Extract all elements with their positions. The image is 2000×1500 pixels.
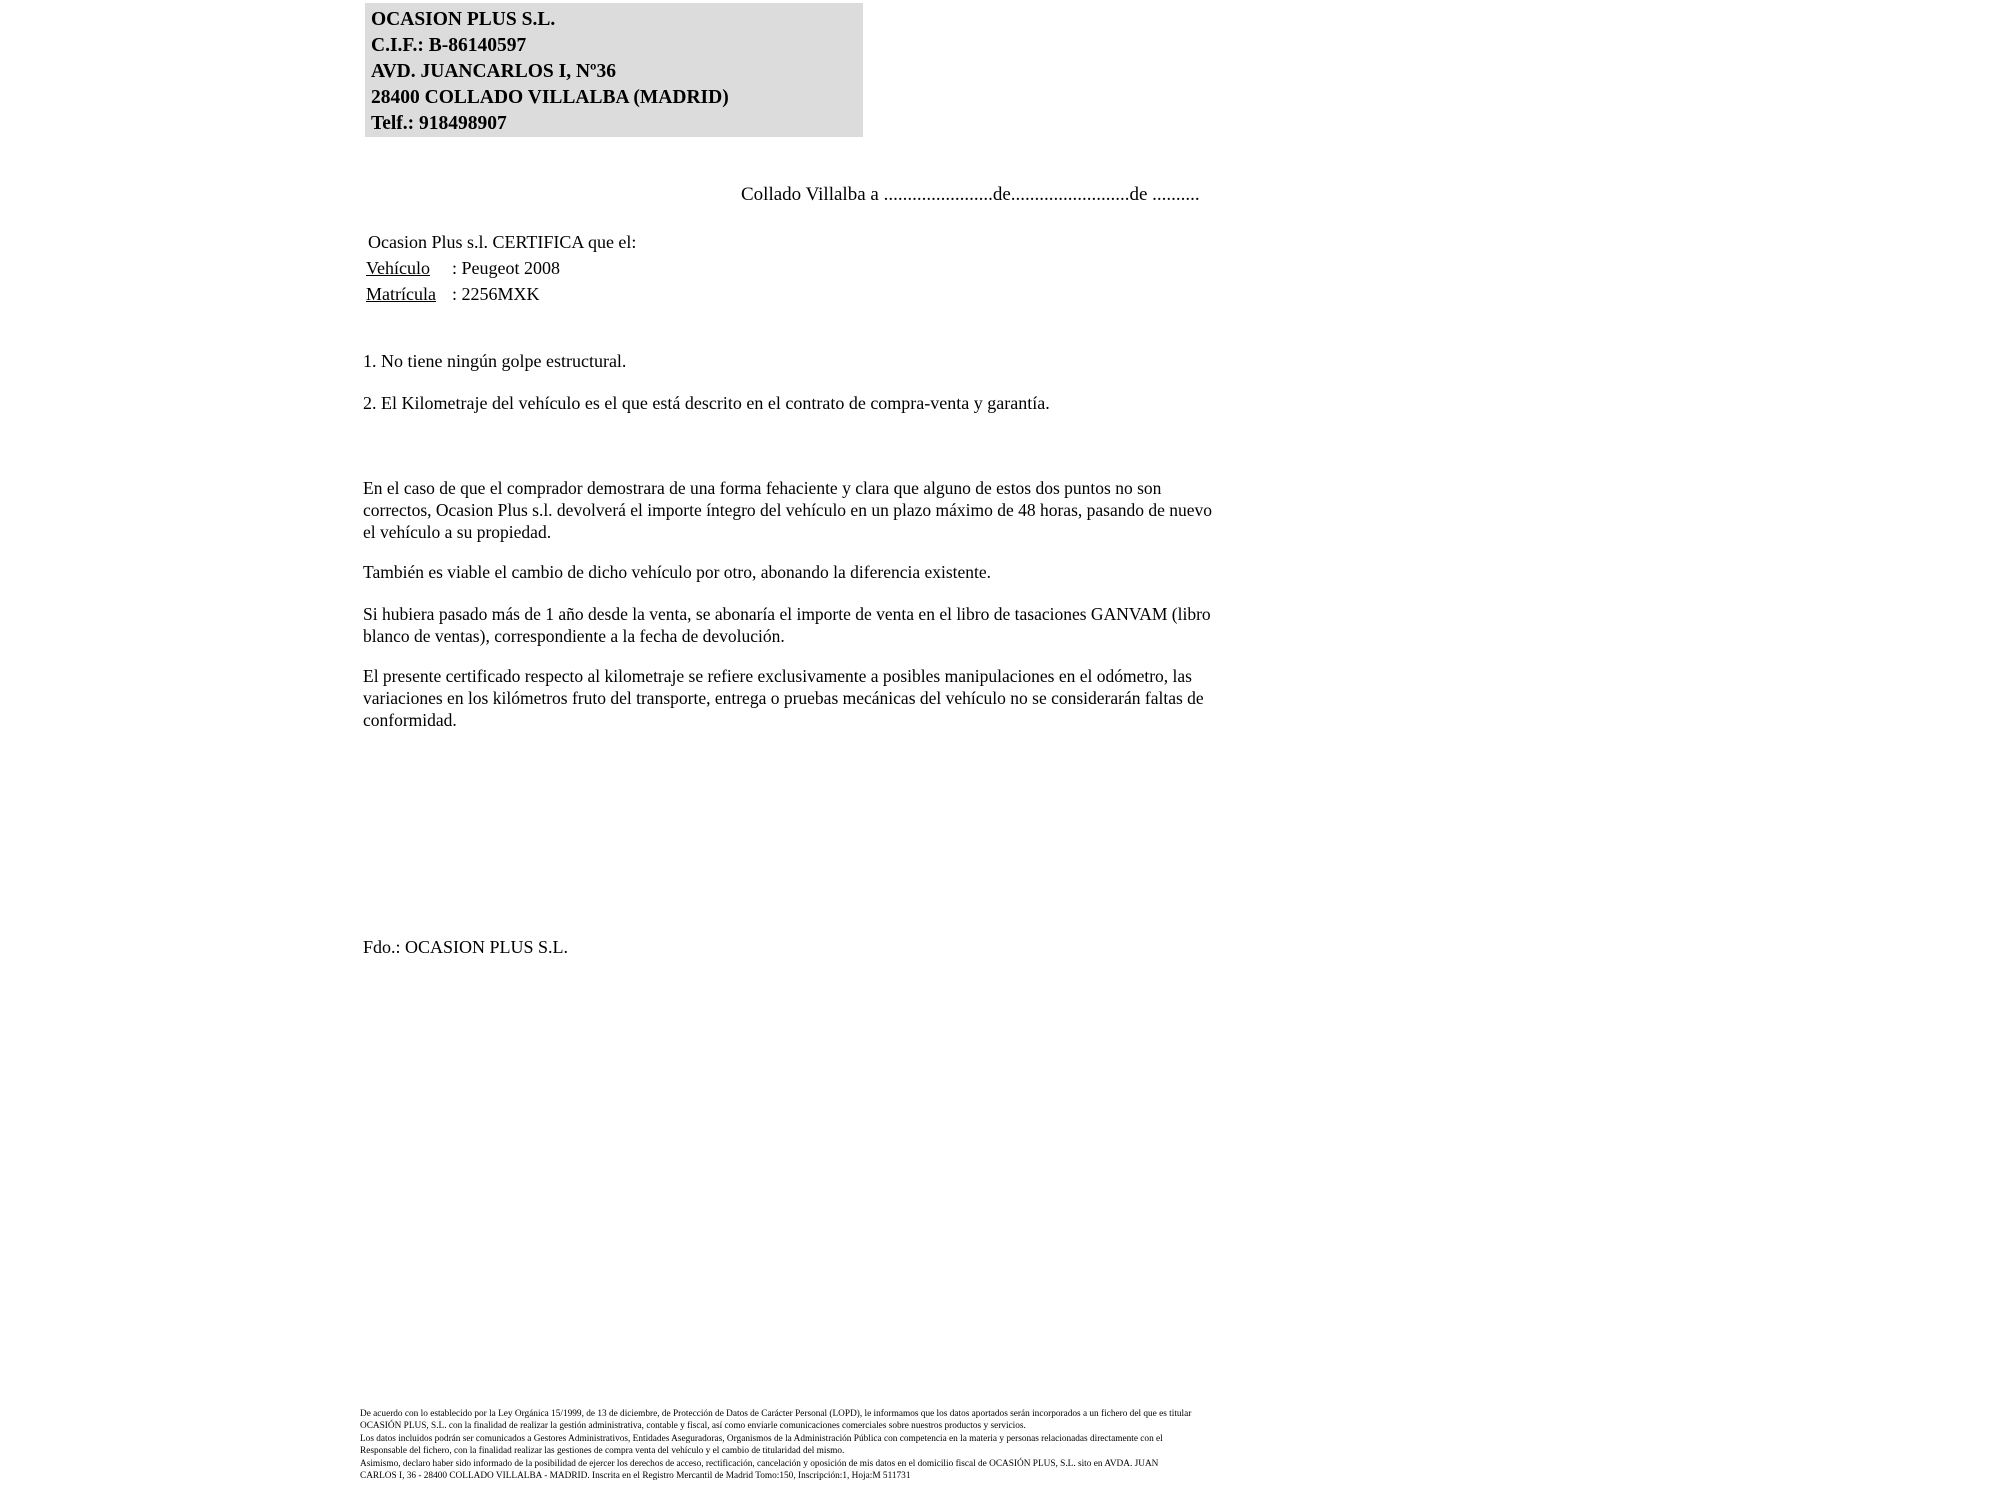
certify-intro: Ocasion Plus s.l. CERTIFICA que el: xyxy=(368,232,637,252)
vehicle-label-wrap xyxy=(366,258,452,279)
company-address: AVD. JUANCARLOS I, Nº36 xyxy=(371,61,616,82)
plate-value: : 2256MXK xyxy=(452,284,540,304)
signature-line: Fdo.: OCASION PLUS S.L. xyxy=(363,937,569,957)
company-letterhead-box xyxy=(365,3,863,137)
legal-footer-line: Responsable del fichero, con la finalidad realizar las gestiones de compra venta del vehículo y el cambio de titularidad del mismo. xyxy=(360,1446,845,1457)
company-cif: C.I.F.: B-86140597 xyxy=(371,35,527,56)
paragraph-refund-guarantee: En el caso de que el comprador demostrara de una forma fehaciente y clara que alguno de estos dos puntos no son correctos, Ocasion Plus s.l. devolverá el importe íntegro del vehículo en un plazo máximo de 48 horas, pasando de nuevo el vehículo a su propiedad. xyxy=(363,478,1213,542)
plate-label-wrap xyxy=(366,284,452,305)
paragraph-ganvam-valuation: Si hubiera pasado más de 1 año desde la venta, se abonaría el importe de venta en el libro de tasaciones GANVAM (libro blanco de ventas), correspondiente a la fecha de devolución. xyxy=(363,604,1211,646)
plate-row xyxy=(366,284,540,305)
paragraph-odometer-disclaimer: El presente certificado respecto al kilometraje se refiere exclusivamente a posibles manipulaciones en el odómetro, las variaciones en los kilómetros fruto del transporte, entrega o pruebas mecánicas del vehículo no se considerarán faltas de conformidad. xyxy=(363,666,1204,730)
date-line: Collado Villalba a .......................de.........................de .......... xyxy=(741,184,1200,205)
vehicle-label: Vehículo xyxy=(366,258,430,278)
company-city: 28400 COLLADO VILLALBA (MADRID) xyxy=(371,87,729,108)
company-name: OCASION PLUS S.L. xyxy=(371,9,556,30)
certified-point-2: 2. El Kilometraje del vehículo es el que está descrito en el contrato de compra-venta y garantía. xyxy=(363,393,1050,413)
certified-point-1: 1. No tiene ningún golpe estructural. xyxy=(363,351,627,371)
legal-footer xyxy=(360,1408,1620,1482)
legal-footer-line: Asimismo, declaro haber sido informado de la posibilidad de ejercer los derechos de acceso, rectificación, cancelación y oposición de mis datos en el domicilio fiscal de OCASIÓN PLUS, S.L. sito en AVDA. JUAN xyxy=(360,1458,1159,1469)
company-phone: Telf.: 918498907 xyxy=(371,113,507,134)
legal-footer-line: OCASIÓN PLUS, S.L. con la finalidad de realizar la gestión administrativa, contable y fiscal, así como enviarle comunicaciones comerciales sobre nuestros productos y servicios. xyxy=(360,1421,1026,1432)
plate-label: Matrícula xyxy=(366,284,436,304)
vehicle-value: : Peugeot 2008 xyxy=(452,258,560,278)
legal-footer-line: Los datos incluidos podrán ser comunicados a Gestores Administrativos, Entidades Aseguradoras, Organismos de la Administración Pública con competencia en la materia y personas relacionadas directamente con el xyxy=(360,1433,1163,1444)
vehicle-row xyxy=(366,258,560,279)
paragraph-vehicle-exchange: También es viable el cambio de dicho vehículo por otro, abonando la diferencia existente. xyxy=(363,562,992,582)
legal-footer-line: CARLOS I, 36 - 28400 COLLADO VILLALBA - MADRID. Inscrita en el Registro Mercantil de Madrid Tomo:150, Inscripción:1, Hoja:M 511731 xyxy=(360,1471,911,1482)
legal-footer-line: De acuerdo con lo establecido por la Ley Orgánica 15/1999, de 13 de diciembre, de Protección de Datos de Carácter Personal (LOPD), le informamos que los datos aportados serán incorporados a un fichero del que es titular xyxy=(360,1409,1192,1419)
